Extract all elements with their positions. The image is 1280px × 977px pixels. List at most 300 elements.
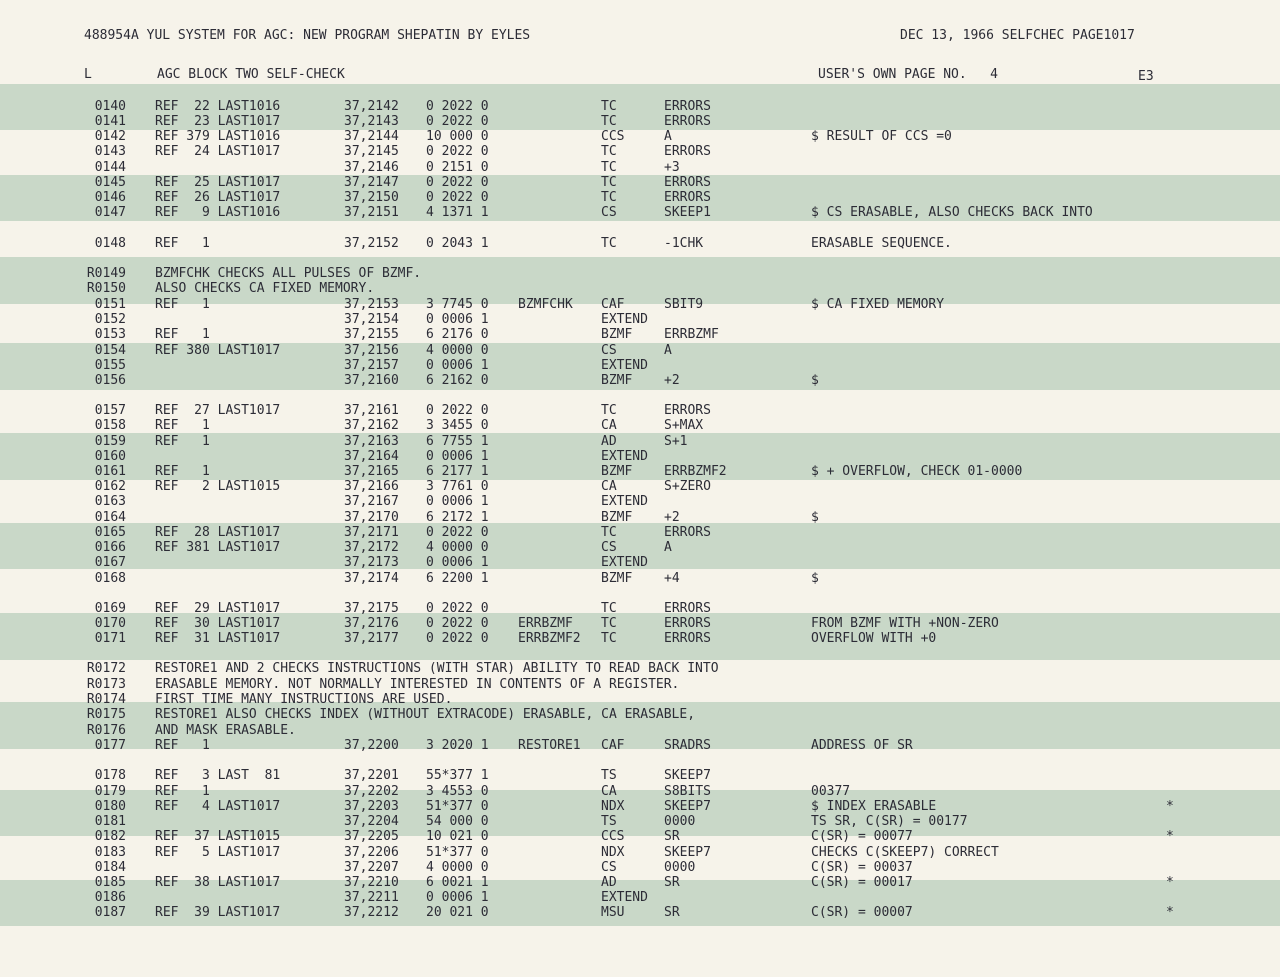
address-column: 37,2166 (344, 479, 399, 494)
comment: CHECKS C(SKEEP7) CORRECT (811, 845, 999, 860)
line-number: 0187 (94, 905, 126, 920)
address-column: 37,2146 (344, 160, 399, 175)
operand: -1CHK (664, 236, 704, 251)
address-column: 37,2150 (344, 190, 399, 205)
line-number: 0156 (94, 373, 126, 388)
listing-row (0, 236, 1280, 251)
opcode: CAF (601, 297, 625, 312)
comment: C(SR) = 00007 (811, 905, 913, 920)
address-column: 37,2160 (344, 373, 399, 388)
opcode: TC (601, 144, 617, 159)
remark-line (0, 723, 1280, 738)
operand: SR (664, 905, 680, 920)
listing-row (0, 540, 1280, 555)
listing-row (0, 403, 1280, 418)
line-number: 0152 (94, 312, 126, 327)
opcode: TC (601, 99, 617, 114)
octal-word: 0 2022 0 (426, 99, 489, 114)
line-number: 0164 (94, 510, 126, 525)
listing-row (0, 631, 1280, 646)
ref-column: REF 29 LAST1017 (155, 601, 281, 616)
octal-word: 20 021 0 (426, 905, 489, 920)
octal-word: 4 0000 0 (426, 343, 489, 358)
octal-word: 0 2022 0 (426, 190, 489, 205)
opcode: TC (601, 631, 617, 646)
opcode: AD (601, 434, 617, 449)
listing-row (0, 327, 1280, 342)
operand: ERRORS (664, 190, 711, 205)
listing-row (0, 418, 1280, 433)
ref-column: REF 1 (155, 327, 210, 342)
address-column: 37,2203 (344, 799, 399, 814)
opcode: TC (601, 190, 617, 205)
operand: +2 (664, 373, 680, 388)
listing-row (0, 114, 1280, 129)
star-marker: * (1166, 875, 1174, 890)
line-number: 0148 (94, 236, 126, 251)
line-number: 0162 (94, 479, 126, 494)
address-column: 37,2165 (344, 464, 399, 479)
comment: ADDRESS OF SR (811, 738, 913, 753)
opcode: EXTEND (601, 494, 648, 509)
opcode: TC (601, 160, 617, 175)
opcode: CA (601, 418, 617, 433)
line-number: 0143 (94, 144, 126, 159)
listing-row (0, 312, 1280, 327)
octal-word: 0 0006 1 (426, 555, 489, 570)
address-column: 37,2172 (344, 540, 399, 555)
octal-word: 6 7755 1 (426, 434, 489, 449)
listing-row (0, 860, 1280, 875)
listing-row (0, 905, 1280, 920)
operand: ERRORS (664, 99, 711, 114)
line-number: 0185 (94, 875, 126, 890)
address-column: 37,2164 (344, 449, 399, 464)
line-number: 0158 (94, 418, 126, 433)
line-number: 0145 (94, 175, 126, 190)
line-number: 0153 (94, 327, 126, 342)
line-number: 0171 (94, 631, 126, 646)
location-label: ERRBZMF2 (518, 631, 581, 646)
line-number: R0174 (86, 692, 126, 707)
opcode: TC (601, 601, 617, 616)
remark-text: RESTORE1 AND 2 CHECKS INSTRUCTIONS (WITH STAR) ABILITY TO READ BACK INTO (155, 661, 719, 676)
ref-column: REF 1 (155, 297, 210, 312)
octal-word: 0 0006 1 (426, 494, 489, 509)
operand: ERRBZMF2 (664, 464, 727, 479)
location-label: ERRBZMF (518, 616, 573, 631)
line-number: 0140 (94, 99, 126, 114)
operand: ERRORS (664, 616, 711, 631)
opcode: CA (601, 479, 617, 494)
line-number: 0178 (94, 768, 126, 783)
star-marker: * (1166, 829, 1174, 844)
operand: S+1 (664, 434, 688, 449)
opcode: EXTEND (601, 449, 648, 464)
remark-text: AND MASK ERASABLE. (155, 723, 296, 738)
opcode: EXTEND (601, 890, 648, 905)
octal-word: 3 7745 0 (426, 297, 489, 312)
operand: SKEEP7 (664, 799, 711, 814)
opcode: TS (601, 814, 617, 829)
ref-column: REF 5 LAST1017 (155, 845, 281, 860)
address-column: 37,2175 (344, 601, 399, 616)
octal-word: 0 2022 0 (426, 631, 489, 646)
comment: $ (811, 373, 819, 388)
star-marker: * (1166, 799, 1174, 814)
line-number: 0157 (94, 403, 126, 418)
listing-row (0, 616, 1280, 631)
operand: ERRORS (664, 403, 711, 418)
operand: +3 (664, 160, 680, 175)
ref-column: REF 39 LAST1017 (155, 905, 281, 920)
address-column: 37,2163 (344, 434, 399, 449)
comment: $ (811, 510, 819, 525)
star-marker: * (1166, 905, 1174, 920)
address-column: 37,2201 (344, 768, 399, 783)
line-number: 0142 (94, 129, 126, 144)
operand: 0000 (664, 860, 696, 875)
line-number: 0160 (94, 449, 126, 464)
line-number: 0184 (94, 860, 126, 875)
line-number: R0149 (86, 266, 126, 281)
ref-column: REF 28 LAST1017 (155, 525, 281, 540)
line-number: 0186 (94, 890, 126, 905)
ref-column: REF 1 (155, 738, 210, 753)
operand: S8BITS (664, 784, 711, 799)
ref-column: REF 23 LAST1017 (155, 114, 281, 129)
ref-column: REF 25 LAST1017 (155, 175, 281, 190)
address-column: 37,2173 (344, 555, 399, 570)
operand: ERRORS (664, 601, 711, 616)
octal-word: 3 3455 0 (426, 418, 489, 433)
header-right: DEC 13, 1966 SELFCHEC PAGE1017 (900, 28, 1135, 43)
listing-row (0, 479, 1280, 494)
operand: A (664, 343, 672, 358)
opcode: CS (601, 205, 617, 220)
comment: $ + OVERFLOW, CHECK 01-0000 (811, 464, 1023, 479)
line-number: 0144 (94, 160, 126, 175)
address-column: 37,2174 (344, 571, 399, 586)
comment: C(SR) = 00017 (811, 875, 913, 890)
octal-word: 6 2172 1 (426, 510, 489, 525)
octal-word: 54 000 0 (426, 814, 489, 829)
address-column: 37,2204 (344, 814, 399, 829)
line-number: 0163 (94, 494, 126, 509)
ref-column: REF 380 LAST1017 (155, 343, 281, 358)
address-column: 37,2176 (344, 616, 399, 631)
comment: FROM BZMF WITH +NON-ZERO (811, 616, 999, 631)
ref-column: REF 1 (155, 236, 210, 251)
address-column: 37,2151 (344, 205, 399, 220)
ref-column: REF 30 LAST1017 (155, 616, 281, 631)
comment: $ CS ERASABLE, ALSO CHECKS BACK INTO (811, 205, 1093, 220)
address-column: 37,2171 (344, 525, 399, 540)
listing-row (0, 358, 1280, 373)
ref-column: REF 38 LAST1017 (155, 875, 281, 890)
listing-row (0, 175, 1280, 190)
opcode: TC (601, 403, 617, 418)
address-column: 37,2155 (344, 327, 399, 342)
opcode: AD (601, 875, 617, 890)
address-column: 37,2211 (344, 890, 399, 905)
comment: ERASABLE SEQUENCE. (811, 236, 952, 251)
octal-word: 0 2022 0 (426, 601, 489, 616)
remark-line (0, 677, 1280, 692)
line-number: 0170 (94, 616, 126, 631)
listing-row (0, 890, 1280, 905)
listing-row (0, 738, 1280, 753)
line-number: 0161 (94, 464, 126, 479)
header-left: 488954A YUL SYSTEM FOR AGC: NEW PROGRAM SHEPATIN BY EYLES (84, 28, 531, 43)
octal-word: 6 2177 1 (426, 464, 489, 479)
address-column: 37,2205 (344, 829, 399, 844)
remark-text: FIRST TIME MANY INSTRUCTIONS ARE USED. (155, 692, 453, 707)
octal-word: 0 2043 1 (426, 236, 489, 251)
opcode: TC (601, 525, 617, 540)
line-number: 0155 (94, 358, 126, 373)
line-number: 0159 (94, 434, 126, 449)
listing-row (0, 601, 1280, 616)
opcode: CCS (601, 829, 625, 844)
opcode: CCS (601, 129, 625, 144)
octal-word: 3 2020 1 (426, 738, 489, 753)
listing-row (0, 343, 1280, 358)
line-number: 0167 (94, 555, 126, 570)
operand: S+MAX (664, 418, 704, 433)
ref-column: REF 4 LAST1017 (155, 799, 281, 814)
address-column: 37,2162 (344, 418, 399, 433)
octal-word: 0 0006 1 (426, 312, 489, 327)
listing-row (0, 144, 1280, 159)
address-column: 37,2212 (344, 905, 399, 920)
listing-row (0, 571, 1280, 586)
octal-word: 6 0021 1 (426, 875, 489, 890)
remark-line (0, 707, 1280, 722)
operand: SBIT9 (664, 297, 704, 312)
opcode: NDX (601, 845, 625, 860)
user-page-number: USER'S OWN PAGE NO. 4 (818, 67, 999, 82)
line-number: R0173 (86, 677, 126, 692)
octal-word: 0 2022 0 (426, 114, 489, 129)
opcode: CA (601, 784, 617, 799)
operand: ERRORS (664, 631, 711, 646)
location-label: RESTORE1 (518, 738, 581, 753)
address-column: 37,2207 (344, 860, 399, 875)
operand: ERRORS (664, 525, 711, 540)
comment: $ (811, 571, 819, 586)
address-column: 37,2144 (344, 129, 399, 144)
line-number: 0169 (94, 601, 126, 616)
opcode: CS (601, 860, 617, 875)
address-column: 37,2170 (344, 510, 399, 525)
operand: SKEEP7 (664, 845, 711, 860)
ref-column: REF 1 (155, 464, 210, 479)
operand: SKEEP7 (664, 768, 711, 783)
ref-column: REF 379 LAST1016 (155, 129, 281, 144)
operand: S+ZERO (664, 479, 711, 494)
line-number: 0183 (94, 845, 126, 860)
remark-text: ERASABLE MEMORY. NOT NORMALLY INTERESTED IN CONTENTS OF A REGISTER. (155, 677, 680, 692)
opcode: TC (601, 175, 617, 190)
listing-row (0, 160, 1280, 175)
listing-row (0, 99, 1280, 114)
listing-row (0, 814, 1280, 829)
line-number: 0154 (94, 343, 126, 358)
octal-word: 0 2022 0 (426, 616, 489, 631)
octal-word: 4 0000 0 (426, 540, 489, 555)
address-column: 37,2142 (344, 99, 399, 114)
comment: C(SR) = 00037 (811, 860, 913, 875)
address-column: 37,2167 (344, 494, 399, 509)
ref-column: REF 2 LAST1015 (155, 479, 281, 494)
remark-text: BZMFCHK CHECKS ALL PULSES OF BZMF. (155, 266, 422, 281)
line-number: 0182 (94, 829, 126, 844)
comment: OVERFLOW WITH +0 (811, 631, 937, 646)
line-number: 0166 (94, 540, 126, 555)
address-column: 37,2156 (344, 343, 399, 358)
address-column: 37,2152 (344, 236, 399, 251)
opcode: TC (601, 236, 617, 251)
address-column: 37,2143 (344, 114, 399, 129)
opcode: TC (601, 616, 617, 631)
line-number: 0146 (94, 190, 126, 205)
remark-line (0, 281, 1280, 296)
ref-column: REF 24 LAST1017 (155, 144, 281, 159)
listing-row (0, 464, 1280, 479)
line-number: 0177 (94, 738, 126, 753)
line-number: 0147 (94, 205, 126, 220)
address-column: 37,2154 (344, 312, 399, 327)
line-number: 0179 (94, 784, 126, 799)
comment: $ RESULT OF CCS =0 (811, 129, 952, 144)
octal-word: 0 0006 1 (426, 449, 489, 464)
comment: $ INDEX ERASABLE (811, 799, 937, 814)
octal-word: 0 0006 1 (426, 890, 489, 905)
octal-word: 0 2022 0 (426, 403, 489, 418)
operand: ERRBZMF (664, 327, 719, 342)
listing-row (0, 845, 1280, 860)
octal-word: 0 2022 0 (426, 175, 489, 190)
octal-word: 6 2200 1 (426, 571, 489, 586)
listing-row (0, 373, 1280, 388)
opcode: TS (601, 768, 617, 783)
octal-word: 3 7761 0 (426, 479, 489, 494)
listing-row (0, 190, 1280, 205)
opcode: BZMF (601, 571, 633, 586)
remark-line (0, 661, 1280, 676)
comment: TS SR, C(SR) = 00177 (811, 814, 968, 829)
header-e3: E3 (1138, 69, 1154, 84)
octal-word: 4 1371 1 (426, 205, 489, 220)
listing-row (0, 829, 1280, 844)
ref-column: REF 31 LAST1017 (155, 631, 281, 646)
comment: 00377 (811, 784, 851, 799)
opcode: EXTEND (601, 358, 648, 373)
octal-word: 0 2022 0 (426, 144, 489, 159)
ref-column: REF 26 LAST1017 (155, 190, 281, 205)
listing-title: AGC BLOCK TWO SELF-CHECK (157, 67, 345, 82)
opcode: EXTEND (601, 555, 648, 570)
line-number: R0175 (86, 707, 126, 722)
line-number: 0141 (94, 114, 126, 129)
address-column: 37,2210 (344, 875, 399, 890)
remark-text: ALSO CHECKS CA FIXED MEMORY. (155, 281, 375, 296)
line-number: 0181 (94, 814, 126, 829)
octal-word: 4 0000 0 (426, 860, 489, 875)
listing-row (0, 768, 1280, 783)
address-column: 37,2200 (344, 738, 399, 753)
octal-word: 51*377 0 (426, 845, 489, 860)
address-column: 37,2157 (344, 358, 399, 373)
listing-row (0, 449, 1280, 464)
remark-line (0, 692, 1280, 707)
listing-row (0, 494, 1280, 509)
line-number: 0165 (94, 525, 126, 540)
line-number: 0180 (94, 799, 126, 814)
address-column: 37,2177 (344, 631, 399, 646)
octal-word: 10 000 0 (426, 129, 489, 144)
octal-word: 3 4553 0 (426, 784, 489, 799)
ref-column: REF 3 LAST 81 (155, 768, 281, 783)
listing-row (0, 434, 1280, 449)
remark-text: RESTORE1 ALSO CHECKS INDEX (WITHOUT EXTRACODE) ERASABLE, CA ERASABLE, (155, 707, 696, 722)
octal-word: 6 2162 0 (426, 373, 489, 388)
line-number: R0172 (86, 661, 126, 676)
operand: ERRORS (664, 114, 711, 129)
operand: +4 (664, 571, 680, 586)
octal-word: 10 021 0 (426, 829, 489, 844)
operand: +2 (664, 510, 680, 525)
opcode: BZMF (601, 464, 633, 479)
listing-row (0, 555, 1280, 570)
opcode: TC (601, 114, 617, 129)
operand: SRADRS (664, 738, 711, 753)
operand: A (664, 540, 672, 555)
octal-word: 0 2022 0 (426, 525, 489, 540)
ref-column: REF 1 (155, 418, 210, 433)
header-col-l: L (84, 67, 92, 82)
address-column: 37,2202 (344, 784, 399, 799)
ref-column: REF 22 LAST1016 (155, 99, 281, 114)
line-number: R0176 (86, 723, 126, 738)
ref-column: REF 381 LAST1017 (155, 540, 281, 555)
line-number: 0151 (94, 297, 126, 312)
octal-word: 55*377 1 (426, 768, 489, 783)
address-column: 37,2145 (344, 144, 399, 159)
address-column: 37,2153 (344, 297, 399, 312)
comment: $ CA FIXED MEMORY (811, 297, 945, 312)
listing-row (0, 525, 1280, 540)
line-number: 0168 (94, 571, 126, 586)
address-column: 37,2161 (344, 403, 399, 418)
operand: ERRORS (664, 144, 711, 159)
ref-column: REF 1 (155, 784, 210, 799)
comment: C(SR) = 00077 (811, 829, 913, 844)
listing-row (0, 875, 1280, 890)
octal-word: 0 2151 0 (426, 160, 489, 175)
opcode: BZMF (601, 327, 633, 342)
operand: SKEEP1 (664, 205, 711, 220)
octal-word: 6 2176 0 (426, 327, 489, 342)
opcode: NDX (601, 799, 625, 814)
ref-column: REF 1 (155, 434, 210, 449)
ref-column: REF 27 LAST1017 (155, 403, 281, 418)
opcode: CS (601, 343, 617, 358)
opcode: EXTEND (601, 312, 648, 327)
octal-word: 51*377 0 (426, 799, 489, 814)
listing-row (0, 510, 1280, 525)
